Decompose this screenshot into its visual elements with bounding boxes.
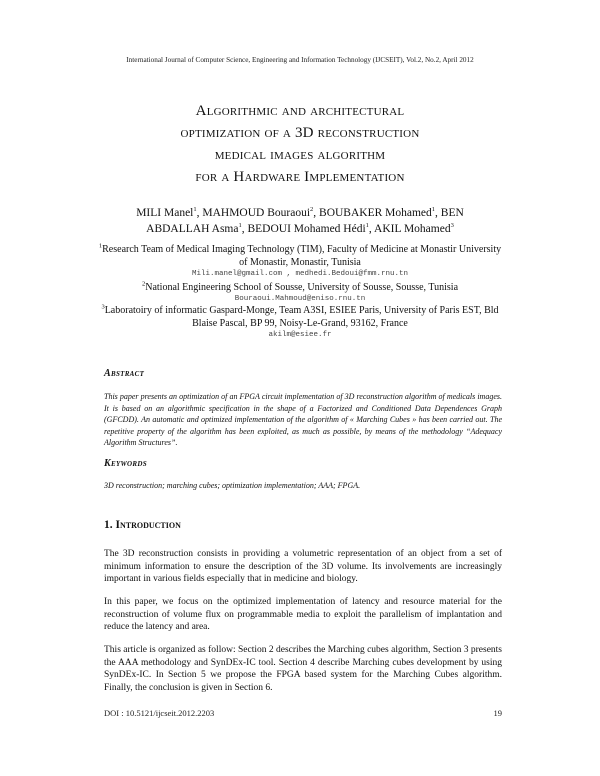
affiliation-2 (95, 281, 505, 305)
affiliation-sup: 3 (101, 303, 105, 311)
author-sup: 1 (238, 222, 242, 230)
paper-title (60, 100, 540, 188)
affiliation-sup: 2 (141, 280, 146, 288)
title-line-2: optimization of a 3D reconstruction (180, 125, 420, 141)
author-sup: 3 (450, 222, 454, 230)
author-text: , BEN (435, 207, 464, 219)
keywords-text: 3D reconstruction; marching cubes; optimization implementation; AAA; FPGA. (104, 481, 361, 490)
affiliation-1 (95, 243, 505, 280)
journal-header: International Journal of Computer Science, Engineering and Information Technology (IJCSEIT), Vol.2, No.2, April 2012 (126, 56, 474, 64)
author-sup: 1 (365, 222, 369, 230)
affiliation-text: National Engineering School of Sousse, University of Sousse, Sousse, Tunisia (145, 282, 459, 293)
affiliation-text: Laboratoiry of informatic Gaspard-Monge, Team A3SI, ESIEE Paris, University of Paris EST, Bld Blaise Pascal, BP 99, Noisy-Le-Grand, 93162, France (104, 305, 499, 329)
affiliation-3 (95, 304, 505, 341)
affiliation-sup: 1 (98, 242, 103, 250)
author-list (85, 205, 515, 237)
author-sup: 1 (431, 206, 436, 214)
author-text: , BEDOUI Mohamed Hédi (241, 223, 366, 235)
email-link[interactable]: Bouraoui.Mahmoud@eniso.rnu.tn (234, 295, 366, 303)
section-title-rest: ntroduction (119, 519, 181, 531)
email-link[interactable]: Mili.manel@gmail.com , medhedi.Bedoui@fmm.rnu.tn (191, 270, 409, 278)
author-text: MILI Manel (136, 207, 194, 219)
section-first-letter: I (115, 519, 120, 531)
title-line-3: medical images algorithm (214, 147, 386, 163)
title-line-1: Algorithmic and architectural (195, 103, 405, 119)
page-number: 19 (493, 708, 502, 718)
author-sup: 2 (310, 206, 314, 214)
author-text: , BOUBAKER Mohamed (313, 207, 432, 219)
section-number: 1. (104, 519, 113, 531)
abstract-text: This paper presents an optimization of an FPGA circuit implementation of 3D reconstruction algorithm of medicals images. It is based on an algorithmic specification in the shape of a Factorized and Conditioned Data Dependences Graph (GFCDD). An automatic and optimized implementation of the algorithm of « Marching Cubes » has been carried out. The repetitive property of the algorithm has been exploited, as much as possible, by means of the methodology “Adequacy Algorithm Structures”. (104, 392, 502, 447)
keywords-heading: Keywords (104, 458, 147, 469)
author-sup: 1 (193, 206, 197, 214)
author-text: , MAHMOUD Bouraoui (196, 207, 311, 219)
email-link[interactable]: akilm@esiee.fr (268, 331, 332, 339)
affiliation-text: Research Team of Medical Imaging Technology (TIM), Faculty of Medicine at Monastir University of Monastir, Monastir, Tunisia (102, 244, 502, 268)
doi-footer[interactable]: DOI : 10.5121/ijcseit.2012.2203 (104, 708, 215, 718)
intro-paragraph-3: This article is organized as follow: Section 2 describes the Marching cubes algorithm, Section 3 presents the AAA methodology and SynDEx-IC tool. Section 4 describe Marching cubes development by using SynDEx-IC. In Section 5 we propose the FPGA based system for the Marching Cubes algorithm. Finally, the conclusion is given in Section 6. (104, 645, 502, 693)
intro-paragraph-2: In this paper, we focus on the optimized implementation of latency and resource material for the reconstruction of volume flux on programmable media to exploit the parallelism of implantation and reduce the latency and area. (104, 597, 502, 632)
author-text: ABDALLAH Asma (146, 223, 239, 235)
abstract-heading: Abstract (104, 368, 145, 379)
author-text: , AKIL Mohamed (368, 223, 451, 235)
title-line-4: for a Hardware Implementation (195, 169, 405, 185)
section-heading-introduction (104, 519, 181, 531)
intro-paragraph-1: The 3D reconstruction consists in providing a volumetric representation of an object from a set of minimum information to ensure the description of the 3D volume. Its involvements are increasingly important in various fields especially that in medicine and biology. (104, 549, 502, 584)
